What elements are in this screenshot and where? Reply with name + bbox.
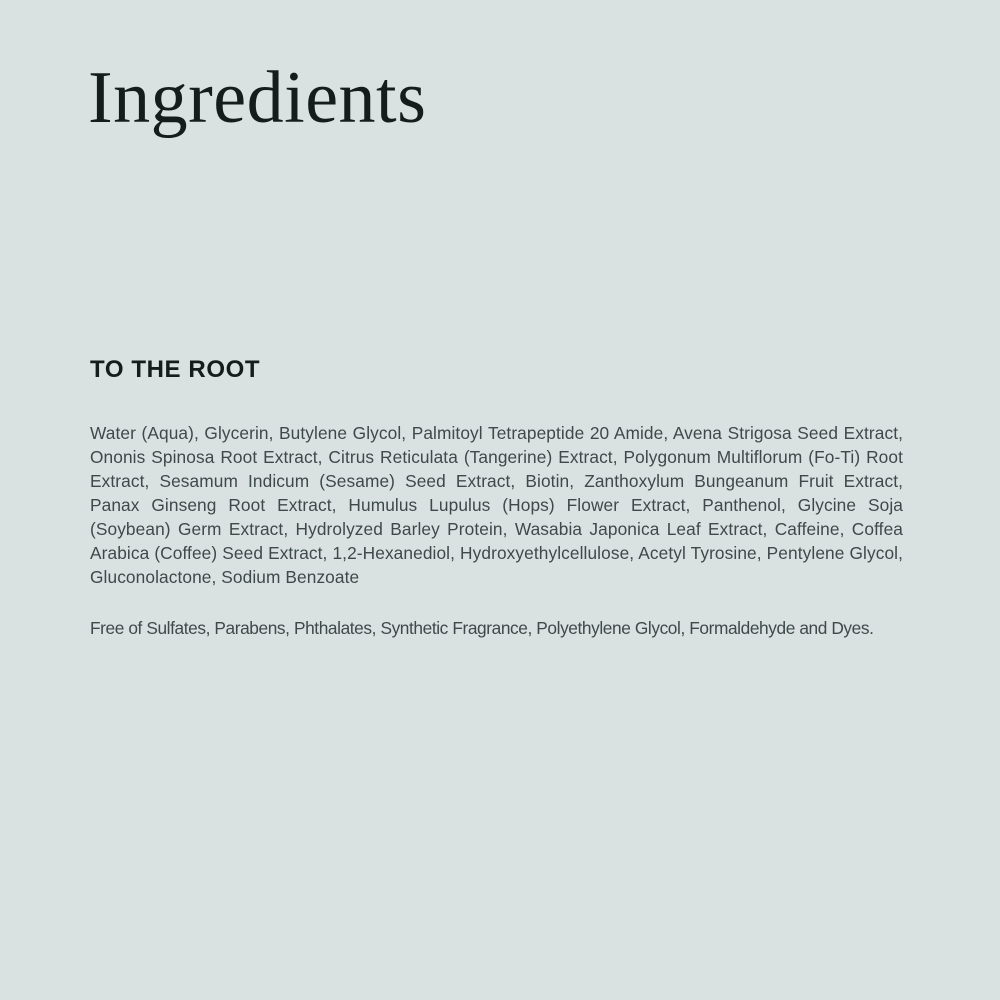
free-of-claims-text: Free of Sulfates, Parabens, Phthalates, Synthetic Fragrance, Polyethylene Glycol, Formaldehyde and Dyes.	[90, 618, 874, 638]
section-heading: TO THE ROOT	[90, 356, 261, 383]
ingredients-list-text: Water (Aqua), Glycerin, Butylene Glycol, Palmitoyl Tetrapeptide 20 Amide, Avena Strigosa Seed Extract, Ononis Spinosa Root Extract, Citrus Reticulata (Tangerine) Extract, Polygonum Multiflorum (Fo-Ti) Root Extract, Sesamum Indicum (Sesame) Seed Extract, Biotin, Zanthoxylum Bungeanum Fruit Extract, Panax Ginseng Root Extract, Humulus Lupulus (Hops) Flower Extract, Panthenol, Glycine Soja (Soybean) Germ Extract, Hydrolyzed Barley Protein, Wasabia Japonica Leaf Extract, Caffeine, Coffea Arabica (Coffee) Seed Extract, 1,2-Hexanediol, Hydroxyethylcellulose, Acetyl Tyrosine, Pentylene Glycol, Gluconolactone, Sodium Benzoate	[90, 423, 903, 587]
page-title: Ingredients	[88, 57, 427, 139]
